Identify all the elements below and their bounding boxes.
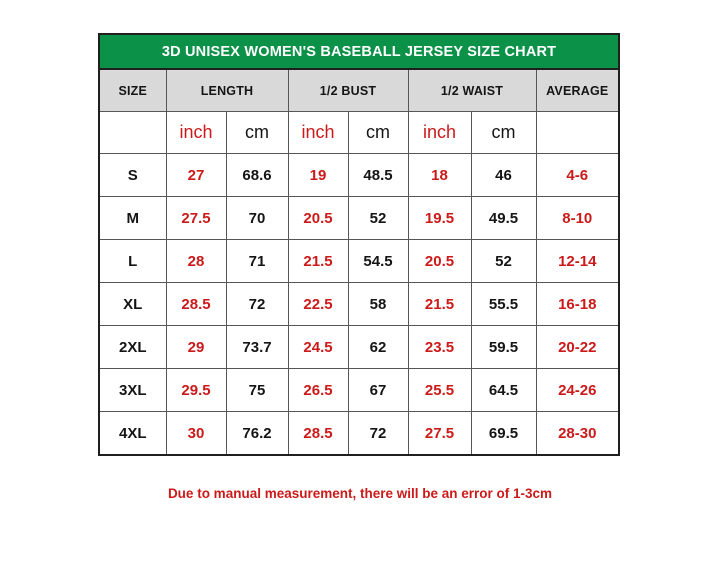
waist-cm-value: 64.5 xyxy=(471,369,536,412)
table-row-s xyxy=(99,154,619,197)
length-cm-value: 71 xyxy=(226,240,288,283)
unit-label-bust-inch: inch xyxy=(288,112,348,154)
waist-cm-value: 49.5 xyxy=(471,197,536,240)
length-cm-value: 72 xyxy=(226,283,288,326)
average-value: 16-18 xyxy=(536,283,619,326)
bust-inch-value: 20.5 xyxy=(288,197,348,240)
column-header-average: AVERAGE xyxy=(536,69,619,112)
table-row-4xl xyxy=(99,412,619,456)
size-label: 4XL xyxy=(99,412,166,456)
bust-cm-value: 58 xyxy=(348,283,408,326)
average-value: 12-14 xyxy=(536,240,619,283)
waist-inch-value: 27.5 xyxy=(408,412,471,456)
bust-cm-value: 67 xyxy=(348,369,408,412)
length-cm-value: 68.6 xyxy=(226,154,288,197)
waist-inch-value: 21.5 xyxy=(408,283,471,326)
chart-title: 3D UNISEX WOMEN'S BASEBALL JERSEY SIZE CHART xyxy=(99,34,619,69)
waist-cm-value: 59.5 xyxy=(471,326,536,369)
waist-inch-value: 20.5 xyxy=(408,240,471,283)
waist-cm-value: 46 xyxy=(471,154,536,197)
title-bar xyxy=(99,34,619,69)
column-header-size: SIZE xyxy=(99,69,166,112)
column-header-waist: 1/2 WAIST xyxy=(408,69,536,112)
unit-label-length-inch: inch xyxy=(166,112,226,154)
bust-inch-value: 21.5 xyxy=(288,240,348,283)
length-inch-value: 30 xyxy=(166,412,226,456)
bust-inch-value: 24.5 xyxy=(288,326,348,369)
bust-inch-value: 22.5 xyxy=(288,283,348,326)
bust-inch-value: 26.5 xyxy=(288,369,348,412)
waist-inch-value: 19.5 xyxy=(408,197,471,240)
column-header-length: LENGTH xyxy=(166,69,288,112)
length-cm-value: 73.7 xyxy=(226,326,288,369)
size-label: XL xyxy=(99,283,166,326)
length-inch-value: 28.5 xyxy=(166,283,226,326)
unit-cell-blank-left xyxy=(99,112,166,154)
table-row-m xyxy=(99,197,619,240)
length-cm-value: 70 xyxy=(226,197,288,240)
waist-inch-value: 18 xyxy=(408,154,471,197)
unit-label-waist-cm: cm xyxy=(471,112,536,154)
waist-inch-value: 23.5 xyxy=(408,326,471,369)
length-cm-value: 76.2 xyxy=(226,412,288,456)
table-row-3xl xyxy=(99,369,619,412)
unit-label-length-cm: cm xyxy=(226,112,288,154)
average-value: 28-30 xyxy=(536,412,619,456)
length-cm-value: 75 xyxy=(226,369,288,412)
length-inch-value: 27 xyxy=(166,154,226,197)
measurement-note: Due to manual measurement, there will be an error of 1-3cm xyxy=(167,486,553,501)
size-label: 3XL xyxy=(99,369,166,412)
bust-cm-value: 48.5 xyxy=(348,154,408,197)
size-chart-table xyxy=(98,33,620,456)
average-value: 24-26 xyxy=(536,369,619,412)
waist-cm-value: 55.5 xyxy=(471,283,536,326)
column-header-row xyxy=(99,69,619,112)
unit-cell-blank-right xyxy=(536,112,619,154)
size-label: 2XL xyxy=(99,326,166,369)
size-label: L xyxy=(99,240,166,283)
bust-inch-value: 28.5 xyxy=(288,412,348,456)
size-label: M xyxy=(99,197,166,240)
unit-label-bust-cm: cm xyxy=(348,112,408,154)
length-inch-value: 28 xyxy=(166,240,226,283)
table-row-l xyxy=(99,240,619,283)
average-value: 20-22 xyxy=(536,326,619,369)
waist-inch-value: 25.5 xyxy=(408,369,471,412)
length-inch-value: 29 xyxy=(166,326,226,369)
waist-cm-value: 52 xyxy=(471,240,536,283)
unit-label-waist-inch: inch xyxy=(408,112,471,154)
table-row-2xl xyxy=(99,326,619,369)
length-inch-value: 27.5 xyxy=(166,197,226,240)
bust-inch-value: 19 xyxy=(288,154,348,197)
size-label: S xyxy=(99,154,166,197)
average-value: 4-6 xyxy=(536,154,619,197)
table-row-xl xyxy=(99,283,619,326)
bust-cm-value: 72 xyxy=(348,412,408,456)
length-inch-value: 29.5 xyxy=(166,369,226,412)
column-header-bust: 1/2 BUST xyxy=(288,69,408,112)
bust-cm-value: 52 xyxy=(348,197,408,240)
bust-cm-value: 54.5 xyxy=(348,240,408,283)
waist-cm-value: 69.5 xyxy=(471,412,536,456)
unit-row xyxy=(99,112,619,154)
bust-cm-value: 62 xyxy=(348,326,408,369)
average-value: 8-10 xyxy=(536,197,619,240)
